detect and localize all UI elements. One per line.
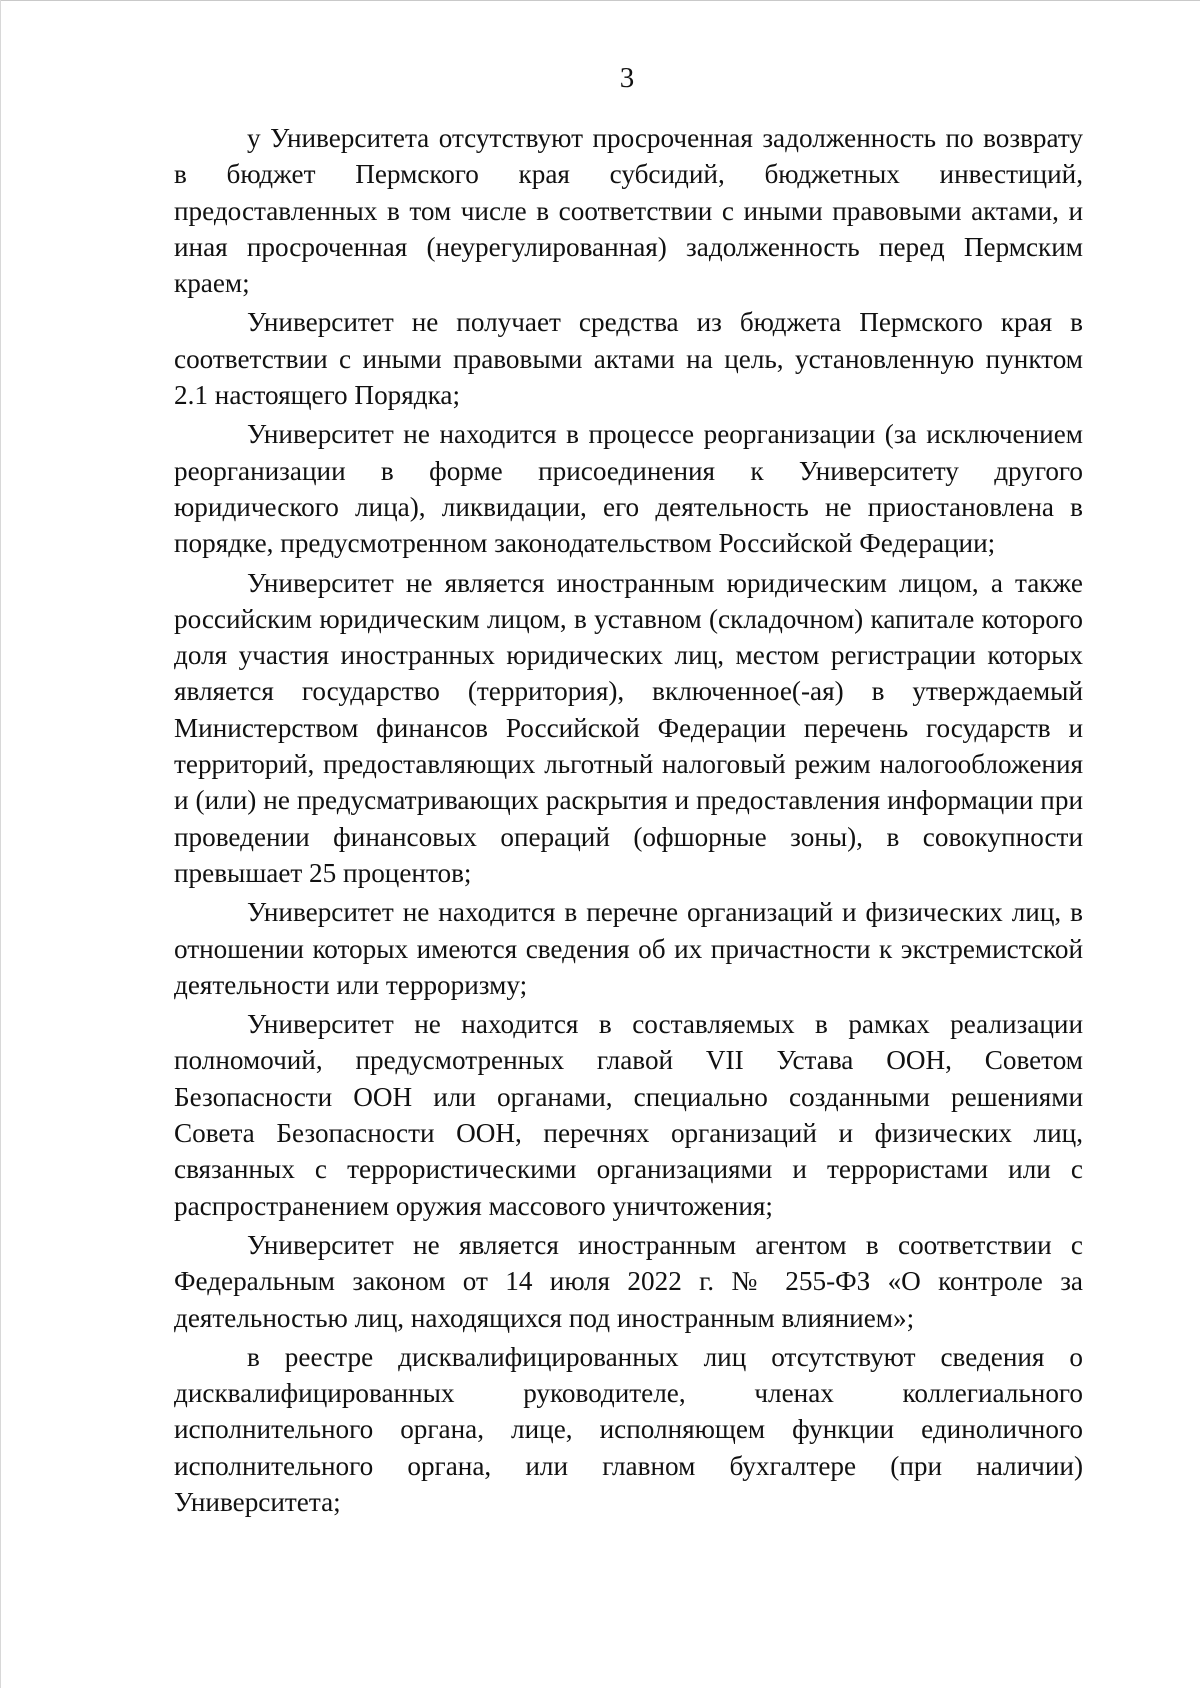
paragraph-not-foreign-entity: Университет не является иностранным юридическим лицом, а также российским юридическим лицом, в уставном (складочном) капитале которого доля участия иностранных юридических лиц, местом регистрации которых является государство (территория), включенное(-ая) в утверждаемый Министерством финансов Российской Федерации перечень государств и территорий, предоставляющих льготный налоговый режим налогообложения и (или) не предусматривающих раскрытия и предоставления информации при проведении финансовых операций (офшорные зоны), в совокупности превышает 25 процентов;: [174, 567, 1083, 888]
page-number: 3: [619, 62, 635, 94]
paragraph-not-extremist-list: Университет не находится в перечне организаций и физических лиц, в отношении которых имеются сведения об их причастности к экстремистской деятельности или терроризму;: [174, 897, 1083, 1000]
paragraph-no-reorganization: Университет не находится в процессе реорганизации (за исключением реорганизации в форме присоединения к Университету другого юридического лица), ликвидации, его деятельность не приостановлена в порядке, предусмотренном законодательством Российской Федерации;: [174, 419, 1083, 559]
paragraph-overdue-debt: у Университета отсутствуют просроченная задолженность по возврату в бюджет Пермского края субсидий, бюджетных инвестиций, предоставленных в том числе в соответствии с иными правовыми актами, и иная просроченная (неурегулированная) задолженность перед Пермским краем;: [174, 123, 1083, 299]
document-body: [174, 120, 1083, 1520]
paragraph-not-un-sanctions-list: Университет не находится в составляемых в рамках реализации полномочий, предусмотренных главой VII Устава ООН, Советом Безопасности ООН или органами, специально созданными решениями Совета Безопасности ООН, перечнях организаций и физических лиц, связанных с террористическими организациями и террористами или с распространением оружия массового уничтожения;: [174, 1009, 1083, 1221]
scan-edge-line: [1, 0, 1200, 1]
paragraph-not-foreign-agent: Университет не является иностранным агентом в соответствии с Федеральным законом от 14 июля 2022 г. № 255-ФЗ «О контроле за деятельностью лиц, находящихся под иностранным влиянием»;: [174, 1229, 1083, 1333]
paragraph-no-budget-funds: Университет не получает средства из бюджета Пермского края в соответствии с иными правовыми актами на цель, установленную пунктом 2.1 настоящего Порядка;: [174, 307, 1083, 411]
paragraph-no-disqualified-persons: в реестре дисквалифицированных лиц отсутствуют сведения о дисквалифицированных руководителе, членах коллегиального исполнительного органа, лице, исполняющем функции единоличного исполнительного органа, или главном бухгалтере (при наличии) Университета;: [174, 1341, 1083, 1517]
